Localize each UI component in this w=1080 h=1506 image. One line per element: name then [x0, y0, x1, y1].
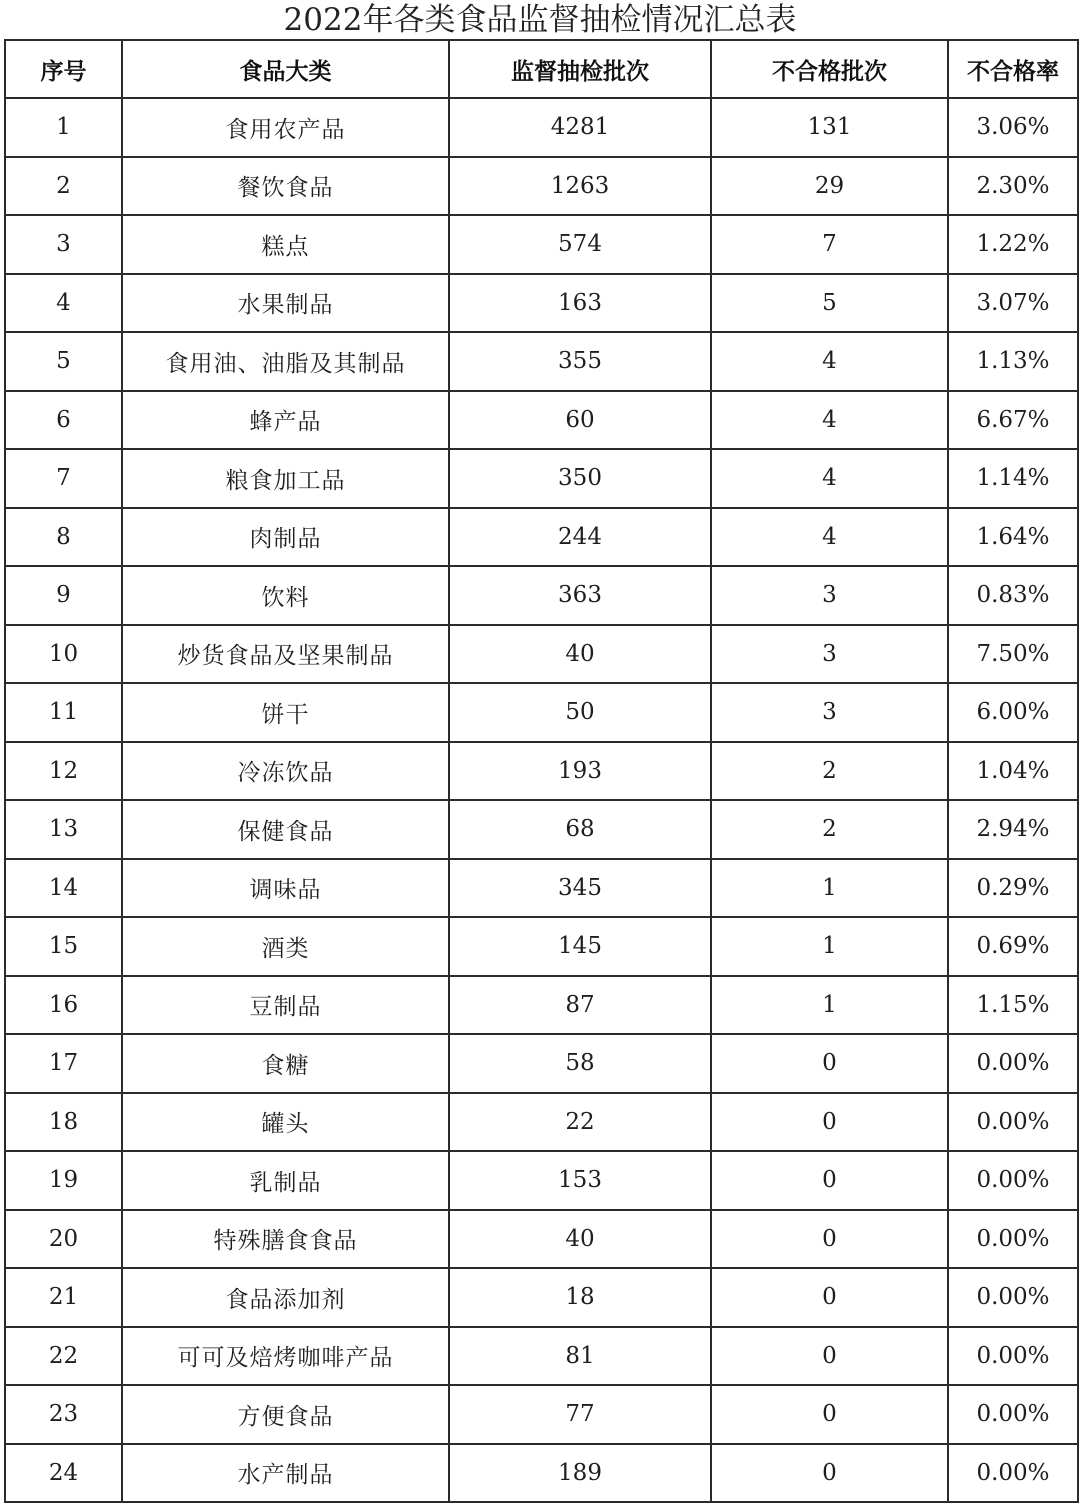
- table-row: [5, 1385, 1078, 1444]
- cell-failed-batches: 4: [711, 449, 948, 508]
- cell-sampled-batches: 153: [449, 1151, 711, 1210]
- cell-food-category: 糕点: [122, 215, 449, 274]
- cell-failed-batches: 2: [711, 742, 948, 801]
- table-row: [5, 859, 1078, 918]
- cell-failed-batches: 0: [711, 1093, 948, 1152]
- cell-failure-rate: 1.13%: [948, 332, 1078, 391]
- cell-serial-number: 10: [5, 625, 122, 684]
- cell-food-category: 食用油、油脂及其制品: [122, 332, 449, 391]
- cell-food-category: 可可及焙烤咖啡产品: [122, 1327, 449, 1386]
- cell-failed-batches: 0: [711, 1327, 948, 1386]
- table-row: [5, 274, 1078, 333]
- cell-sampled-batches: 18: [449, 1268, 711, 1327]
- table-row: [5, 566, 1078, 625]
- cell-serial-number: 4: [5, 274, 122, 333]
- cell-serial-number: 20: [5, 1210, 122, 1269]
- cell-food-category: 水产制品: [122, 1444, 449, 1503]
- cell-failed-batches: 0: [711, 1034, 948, 1093]
- cell-serial-number: 14: [5, 859, 122, 918]
- cell-failed-batches: 0: [711, 1385, 948, 1444]
- cell-sampled-batches: 87: [449, 976, 711, 1035]
- table-row: [5, 917, 1078, 976]
- cell-failure-rate: 0.83%: [948, 566, 1078, 625]
- cell-failed-batches: 0: [711, 1210, 948, 1269]
- cell-serial-number: 12: [5, 742, 122, 801]
- cell-failed-batches: 131: [711, 98, 948, 157]
- cell-food-category: 肉制品: [122, 508, 449, 567]
- cell-failed-batches: 29: [711, 157, 948, 216]
- cell-sampled-batches: 4281: [449, 98, 711, 157]
- cell-failed-batches: 2: [711, 800, 948, 859]
- cell-food-category: 食品添加剂: [122, 1268, 449, 1327]
- table-row: [5, 625, 1078, 684]
- cell-serial-number: 21: [5, 1268, 122, 1327]
- cell-failure-rate: 2.30%: [948, 157, 1078, 216]
- cell-sampled-batches: 22: [449, 1093, 711, 1152]
- cell-serial-number: 15: [5, 917, 122, 976]
- cell-failure-rate: 1.14%: [948, 449, 1078, 508]
- cell-serial-number: 23: [5, 1385, 122, 1444]
- table-row: [5, 800, 1078, 859]
- cell-food-category: 食糖: [122, 1034, 449, 1093]
- cell-failure-rate: 0.29%: [948, 859, 1078, 918]
- cell-failure-rate: 0.00%: [948, 1093, 1078, 1152]
- cell-failed-batches: 1: [711, 859, 948, 918]
- cell-sampled-batches: 244: [449, 508, 711, 567]
- cell-sampled-batches: 40: [449, 1210, 711, 1269]
- cell-food-category: 保健食品: [122, 800, 449, 859]
- cell-serial-number: 7: [5, 449, 122, 508]
- cell-failed-batches: 4: [711, 508, 948, 567]
- cell-sampled-batches: 193: [449, 742, 711, 801]
- table-row: [5, 976, 1078, 1035]
- cell-failed-batches: 5: [711, 274, 948, 333]
- cell-failed-batches: 7: [711, 215, 948, 274]
- table-row: [5, 1268, 1078, 1327]
- cell-serial-number: 11: [5, 683, 122, 742]
- cell-serial-number: 8: [5, 508, 122, 567]
- cell-sampled-batches: 60: [449, 391, 711, 450]
- cell-food-category: 特殊膳食食品: [122, 1210, 449, 1269]
- cell-sampled-batches: 1263: [449, 157, 711, 216]
- cell-food-category: 餐饮食品: [122, 157, 449, 216]
- inspection-summary-table: [4, 39, 1079, 1503]
- table-row: [5, 1327, 1078, 1386]
- table-row: [5, 391, 1078, 450]
- cell-serial-number: 1: [5, 98, 122, 157]
- cell-food-category: 冷冻饮品: [122, 742, 449, 801]
- cell-sampled-batches: 77: [449, 1385, 711, 1444]
- cell-sampled-batches: 350: [449, 449, 711, 508]
- cell-food-category: 炒货食品及坚果制品: [122, 625, 449, 684]
- cell-food-category: 方便食品: [122, 1385, 449, 1444]
- cell-failed-batches: 1: [711, 917, 948, 976]
- table-row: [5, 332, 1078, 391]
- cell-failed-batches: 0: [711, 1444, 948, 1503]
- cell-food-category: 调味品: [122, 859, 449, 918]
- cell-sampled-batches: 163: [449, 274, 711, 333]
- cell-failure-rate: 0.00%: [948, 1034, 1078, 1093]
- table-row: [5, 683, 1078, 742]
- cell-serial-number: 3: [5, 215, 122, 274]
- cell-failure-rate: 6.67%: [948, 391, 1078, 450]
- cell-sampled-batches: 145: [449, 917, 711, 976]
- cell-food-category: 蜂产品: [122, 391, 449, 450]
- cell-food-category: 食用农产品: [122, 98, 449, 157]
- cell-food-category: 水果制品: [122, 274, 449, 333]
- cell-failed-batches: 3: [711, 625, 948, 684]
- table-row: [5, 742, 1078, 801]
- cell-food-category: 罐头: [122, 1093, 449, 1152]
- table-row: [5, 157, 1078, 216]
- cell-failure-rate: 0.00%: [948, 1268, 1078, 1327]
- table-row: [5, 449, 1078, 508]
- cell-sampled-batches: 345: [449, 859, 711, 918]
- cell-failed-batches: 4: [711, 332, 948, 391]
- table-row: [5, 1151, 1078, 1210]
- table-header-row: [5, 40, 1078, 98]
- cell-serial-number: 13: [5, 800, 122, 859]
- cell-food-category: 饼干: [122, 683, 449, 742]
- cell-failed-batches: 3: [711, 566, 948, 625]
- cell-sampled-batches: 574: [449, 215, 711, 274]
- cell-failure-rate: 7.50%: [948, 625, 1078, 684]
- cell-serial-number: 17: [5, 1034, 122, 1093]
- cell-serial-number: 6: [5, 391, 122, 450]
- cell-food-category: 豆制品: [122, 976, 449, 1035]
- cell-failure-rate: 6.00%: [948, 683, 1078, 742]
- cell-sampled-batches: 189: [449, 1444, 711, 1503]
- cell-food-category: 乳制品: [122, 1151, 449, 1210]
- cell-serial-number: 24: [5, 1444, 122, 1503]
- cell-failure-rate: 0.00%: [948, 1327, 1078, 1386]
- cell-failure-rate: 1.22%: [948, 215, 1078, 274]
- cell-sampled-batches: 68: [449, 800, 711, 859]
- cell-failure-rate: 0.00%: [948, 1151, 1078, 1210]
- cell-failed-batches: 4: [711, 391, 948, 450]
- table-row: [5, 215, 1078, 274]
- cell-serial-number: 22: [5, 1327, 122, 1386]
- cell-failure-rate: 0.00%: [948, 1385, 1078, 1444]
- table-body: [5, 98, 1078, 1502]
- cell-failure-rate: 1.15%: [948, 976, 1078, 1035]
- table-row: [5, 1093, 1078, 1152]
- cell-failure-rate: 3.06%: [948, 98, 1078, 157]
- cell-serial-number: 2: [5, 157, 122, 216]
- header-food-category: 食品大类: [122, 40, 449, 98]
- cell-failed-batches: 0: [711, 1268, 948, 1327]
- cell-sampled-batches: 81: [449, 1327, 711, 1386]
- cell-sampled-batches: 50: [449, 683, 711, 742]
- cell-failure-rate: 0.00%: [948, 1444, 1078, 1503]
- cell-serial-number: 9: [5, 566, 122, 625]
- cell-sampled-batches: 58: [449, 1034, 711, 1093]
- cell-sampled-batches: 363: [449, 566, 711, 625]
- cell-serial-number: 19: [5, 1151, 122, 1210]
- cell-sampled-batches: 355: [449, 332, 711, 391]
- cell-serial-number: 16: [5, 976, 122, 1035]
- cell-serial-number: 5: [5, 332, 122, 391]
- cell-failure-rate: 1.64%: [948, 508, 1078, 567]
- header-failure-rate: 不合格率: [948, 40, 1078, 98]
- cell-food-category: 酒类: [122, 917, 449, 976]
- header-serial-number: 序号: [5, 40, 122, 98]
- cell-failure-rate: 1.04%: [948, 742, 1078, 801]
- cell-failure-rate: 2.94%: [948, 800, 1078, 859]
- table-row: [5, 1034, 1078, 1093]
- table-row: [5, 98, 1078, 157]
- cell-food-category: 粮食加工品: [122, 449, 449, 508]
- header-failed-batches: 不合格批次: [711, 40, 948, 98]
- cell-failure-rate: 0.69%: [948, 917, 1078, 976]
- cell-failed-batches: 0: [711, 1151, 948, 1210]
- table-row: [5, 508, 1078, 567]
- cell-failure-rate: 3.07%: [948, 274, 1078, 333]
- cell-failed-batches: 3: [711, 683, 948, 742]
- cell-failed-batches: 1: [711, 976, 948, 1035]
- table-row: [5, 1444, 1078, 1503]
- cell-food-category: 饮料: [122, 566, 449, 625]
- table-title: 2022年各类食品监督抽检情况汇总表: [283, 2, 797, 38]
- cell-sampled-batches: 40: [449, 625, 711, 684]
- cell-serial-number: 18: [5, 1093, 122, 1152]
- table-row: [5, 1210, 1078, 1269]
- cell-failure-rate: 0.00%: [948, 1210, 1078, 1269]
- header-sampled-batches: 监督抽检批次: [449, 40, 711, 98]
